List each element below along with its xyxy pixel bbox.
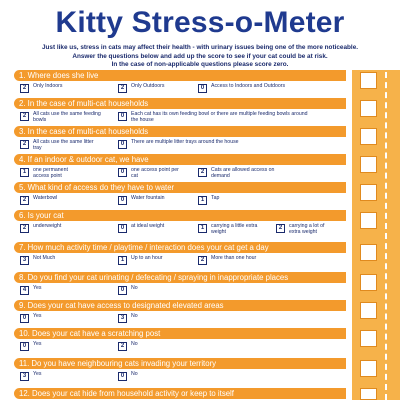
- score-checkbox[interactable]: 0: [198, 84, 207, 93]
- score-checkbox[interactable]: 2: [118, 342, 127, 351]
- option-label: Water fountain: [131, 195, 165, 201]
- option[interactable]: [118, 168, 198, 179]
- score-input[interactable]: [360, 302, 377, 319]
- score-checkbox[interactable]: 0: [118, 140, 127, 149]
- option[interactable]: [20, 224, 110, 233]
- score-input[interactable]: [360, 212, 377, 229]
- page-title: Kitty Stress-o-Meter: [55, 6, 345, 39]
- score-input[interactable]: [360, 244, 377, 261]
- option[interactable]: [198, 256, 298, 265]
- option-label: Yes: [33, 371, 42, 377]
- option[interactable]: [20, 196, 110, 205]
- score-checkbox[interactable]: 2: [198, 168, 207, 177]
- option-label: Each cat has its own feeding bowl or there are multiple feeding bowls around the house: [131, 111, 308, 123]
- intro-line: In the case of non-applicable questions please score zero.: [111, 61, 289, 69]
- question-11: [14, 358, 346, 386]
- score-input[interactable]: [360, 100, 377, 117]
- option-label: Only Indoors: [33, 83, 63, 89]
- option[interactable]: [20, 112, 116, 123]
- question-4: [14, 154, 346, 182]
- option-label: Up to an hour: [131, 255, 163, 261]
- option-label: Yes: [33, 285, 42, 291]
- option-label: Not Much: [33, 255, 56, 261]
- score-checkbox[interactable]: 2: [20, 140, 29, 149]
- question-title: 12. Does your cat hide from household activity or keep to itself: [14, 388, 346, 399]
- option-label: More than one hour: [211, 255, 257, 261]
- option[interactable]: [20, 342, 110, 351]
- score-column: [352, 70, 400, 400]
- score-checkbox[interactable]: 2: [118, 84, 127, 93]
- question-title: 3. In the case of multi-cat households: [14, 126, 346, 137]
- option[interactable]: [118, 84, 198, 93]
- option[interactable]: [118, 112, 338, 123]
- option-label: Yes: [33, 341, 42, 347]
- option[interactable]: [118, 196, 198, 205]
- question-title: 4. If an indoor & outdoor cat, we have: [14, 154, 346, 165]
- score-input[interactable]: [360, 330, 377, 347]
- question-title: 8. Do you find your cat urinating / defecating / spraying in inappropriate places: [14, 272, 346, 283]
- score-input[interactable]: [360, 360, 377, 377]
- score-checkbox[interactable]: 1: [198, 224, 207, 233]
- option-label: at ideal weight: [131, 223, 165, 229]
- score-checkbox[interactable]: 2: [20, 112, 29, 121]
- question-title: 5. What kind of access do they have to water: [14, 182, 346, 193]
- score-checkbox[interactable]: 3: [20, 256, 29, 265]
- intro-line: Answer the questions below and add up the score to see if your cat could be at risk.: [72, 52, 328, 60]
- option-label: No: [131, 313, 138, 319]
- option[interactable]: [198, 84, 338, 93]
- option-label: one permanent access point: [33, 167, 68, 179]
- question-title: 7. How much activity time / playtime / interaction does your cat get a day: [14, 242, 346, 253]
- option-label: underweight: [33, 223, 62, 229]
- option[interactable]: [118, 256, 198, 265]
- score-checkbox[interactable]: 3: [118, 314, 127, 323]
- option[interactable]: [198, 196, 258, 205]
- score-checkbox[interactable]: 0: [118, 112, 127, 121]
- score-input[interactable]: [360, 72, 377, 89]
- option-label: Only Outdoors: [131, 83, 165, 89]
- question-9: [14, 300, 346, 328]
- option[interactable]: [118, 286, 198, 295]
- option[interactable]: [20, 168, 110, 179]
- option[interactable]: [118, 342, 198, 351]
- score-checkbox[interactable]: 0: [20, 342, 29, 351]
- score-checkbox[interactable]: 1: [118, 256, 127, 265]
- question-2: [14, 98, 346, 126]
- question-5: [14, 182, 346, 210]
- score-input[interactable]: [360, 156, 377, 173]
- option[interactable]: [118, 140, 338, 149]
- score-input[interactable]: [360, 184, 377, 201]
- option[interactable]: [276, 224, 342, 235]
- score-checkbox[interactable]: 0: [20, 314, 29, 323]
- intro-line: Just like us, stress in cats may affect their health - with urinary issues being one of the more noticeable.: [41, 44, 359, 51]
- option[interactable]: [20, 372, 110, 381]
- score-checkbox[interactable]: 0: [118, 286, 127, 295]
- score-checkbox[interactable]: 2: [276, 224, 285, 233]
- question-title: 11. Do you have neighbouring cats invading your territory: [14, 358, 346, 369]
- option[interactable]: [118, 372, 198, 381]
- option-label: carrying a little extra weight: [211, 223, 258, 235]
- option-label: All cats use the same feeding bowls: [33, 111, 101, 123]
- question-3: [14, 126, 346, 154]
- question-8: [14, 272, 346, 300]
- score-checkbox[interactable]: 2: [20, 224, 29, 233]
- question-6: [14, 210, 346, 238]
- option-label: No: [131, 341, 138, 347]
- score-checkbox[interactable]: 4: [20, 286, 29, 295]
- option-label: Cats are allowed access on demand: [211, 167, 275, 179]
- score-checkbox[interactable]: 1: [20, 168, 29, 177]
- score-input[interactable]: [360, 274, 377, 291]
- option-label: Waterbowl: [33, 195, 58, 201]
- question-title: 10. Does your cat have a scratching post: [14, 328, 346, 339]
- score-input[interactable]: [360, 388, 377, 400]
- option-label: Yes: [33, 313, 42, 319]
- score-checkbox[interactable]: 2: [20, 196, 29, 205]
- option[interactable]: [118, 314, 198, 323]
- option-label: Access to Indoors and Outdoors: [211, 83, 286, 89]
- score-checkbox[interactable]: 0: [118, 372, 127, 381]
- option-label: carrying a lot of extra weight: [289, 223, 325, 235]
- question-7: [14, 242, 346, 270]
- question-title: 6. Is your cat: [14, 210, 346, 221]
- cut-line: [385, 72, 387, 400]
- option[interactable]: [20, 140, 116, 151]
- option[interactable]: [20, 314, 110, 323]
- question-title: 9. Does your cat have access to designated elevated areas: [14, 300, 346, 311]
- score-checkbox[interactable]: 3: [20, 372, 29, 381]
- option-label: one access point per cat: [131, 167, 179, 179]
- score-input[interactable]: [360, 128, 377, 145]
- score-checkbox[interactable]: 0: [118, 168, 127, 177]
- option[interactable]: [20, 256, 110, 265]
- question-title: 1. Where does she live: [14, 70, 346, 81]
- option-label: No: [131, 285, 138, 291]
- question-12: [14, 388, 346, 399]
- score-checkbox[interactable]: 0: [118, 224, 127, 233]
- question-title: 2. In the case of multi-cat households: [14, 98, 346, 109]
- option[interactable]: [198, 224, 270, 235]
- question-1: [14, 70, 346, 98]
- option-label: No: [131, 371, 138, 377]
- option[interactable]: [20, 84, 110, 93]
- option-label: All cats use the same litter tray: [33, 139, 94, 151]
- option[interactable]: [118, 224, 198, 233]
- intro-text: [8, 44, 392, 70]
- score-checkbox[interactable]: 2: [20, 84, 29, 93]
- score-checkbox[interactable]: 2: [198, 256, 207, 265]
- score-checkbox[interactable]: 1: [198, 196, 207, 205]
- option[interactable]: [20, 286, 110, 295]
- option[interactable]: [198, 168, 298, 179]
- score-checkbox[interactable]: 0: [118, 196, 127, 205]
- option-label: There are multiple litter trays around the house: [131, 139, 239, 145]
- option-label: Tap: [211, 195, 220, 201]
- question-10: [14, 328, 346, 356]
